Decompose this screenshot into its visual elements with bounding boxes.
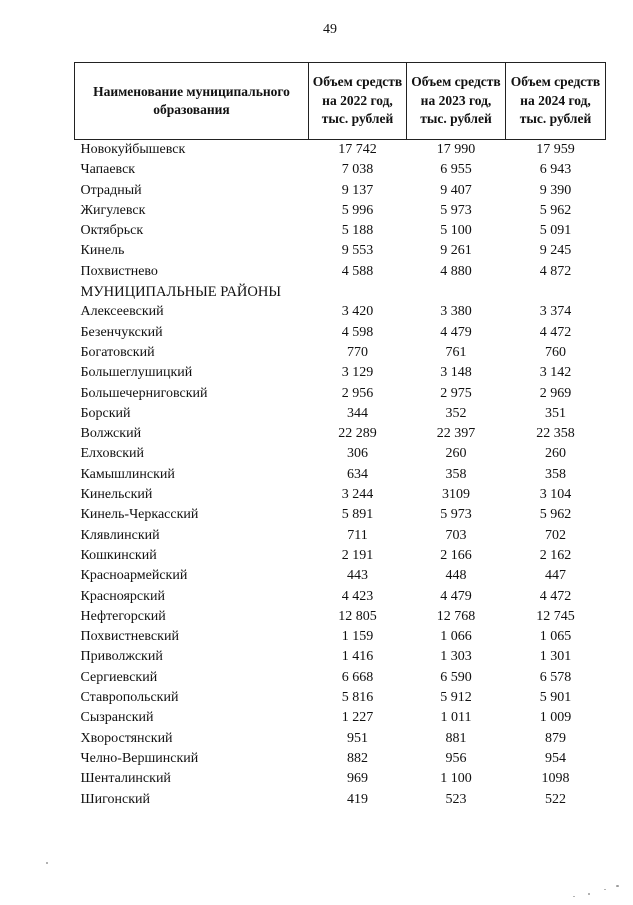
municipality-name-cell: Безенчукский [80, 324, 163, 340]
table-row [75, 444, 606, 464]
volume-2023-cell: 12 768 [436, 608, 476, 624]
municipality-name-cell: Нефтегорский [80, 608, 166, 624]
volume-2023-cell: 3 148 [440, 365, 472, 381]
volume-2024-cell: 3 374 [539, 304, 572, 320]
volume-2022-cell: 711 [347, 527, 368, 543]
table-row [75, 627, 606, 647]
volume-2022-cell: 5 816 [341, 690, 374, 706]
section-heading: МУНИЦИПАЛЬНЫЕ РАЙОНЫ [80, 284, 281, 301]
volume-2023-cell: 3 380 [440, 304, 472, 320]
volume-2022-cell: 17 742 [338, 142, 377, 157]
volume-2024-cell: 260 [545, 446, 566, 462]
table-row [75, 140, 606, 161]
volume-2024-cell: 1098 [541, 771, 570, 787]
municipality-name-cell: Кинель-Черкасский [80, 507, 199, 523]
volume-2024-cell: 3 142 [539, 365, 572, 381]
volume-2022-cell: 22 289 [338, 426, 377, 442]
volume-2024-cell: 4 472 [539, 588, 572, 604]
table-row [75, 505, 606, 525]
municipality-name-cell: Камышлинский [80, 466, 175, 482]
volume-2022-cell: 770 [347, 344, 368, 360]
table-row [75, 465, 606, 485]
volume-2022-cell: 344 [347, 405, 368, 421]
volume-2024-cell: 5 962 [539, 202, 572, 218]
municipality-name-cell: Челно-Вершинский [80, 750, 199, 766]
volume-2023-cell: 9 261 [440, 243, 472, 259]
table-row [75, 688, 606, 708]
volume-2022-cell: 1 227 [341, 710, 374, 726]
volume-2024-cell: 6 943 [539, 162, 572, 178]
volume-2024-cell: 351 [545, 405, 566, 421]
volume-2024-cell: 9 390 [539, 182, 572, 198]
volume-2023-cell: 523 [445, 791, 467, 807]
municipality-name-cell: Волжский [80, 426, 142, 442]
volume-2022-cell: 5 188 [341, 223, 374, 239]
volume-2022-cell: 6 668 [341, 669, 374, 685]
table-row [75, 262, 606, 282]
volume-2024-cell: 6 578 [539, 669, 572, 685]
volume-2024-cell: 954 [545, 750, 566, 766]
volume-2022-cell: 4 598 [341, 324, 374, 340]
table-row [75, 363, 606, 383]
volume-2023-cell: 22 397 [436, 426, 476, 442]
volume-2023-cell: 17 990 [436, 142, 476, 157]
municipality-name-cell: Клявлинский [80, 527, 160, 543]
volume-2024-cell: 22 358 [536, 426, 575, 442]
table-row [75, 566, 606, 586]
volume-2023-cell: 6 955 [440, 162, 472, 178]
municipality-name-cell: Сызранский [80, 710, 154, 726]
municipality-name-cell: Красноярский [80, 588, 165, 604]
municipality-name-cell: Кинель [80, 243, 125, 259]
volume-2023-cell: 703 [445, 527, 467, 543]
volume-2024-cell: 1 301 [539, 649, 572, 665]
volume-2022-cell: 443 [347, 568, 368, 584]
volume-2023-cell: 2 975 [440, 385, 472, 401]
volume-2022-cell: 3 129 [341, 365, 374, 381]
scan-speck [46, 862, 48, 864]
volume-2023-cell: 3109 [442, 487, 470, 503]
municipality-name-cell: Ставропольский [80, 690, 179, 706]
table-row [75, 181, 606, 201]
volume-2023-cell: 6 590 [440, 669, 472, 685]
municipality-name-cell: Кинельский [80, 487, 153, 503]
header-volume-2023: Объем средств на 2023 год, тыс. рублей [407, 63, 506, 140]
municipality-name-cell: Октябрьск [80, 223, 144, 239]
table-row [75, 607, 606, 627]
municipality-name-cell: Красноармейский [80, 568, 188, 584]
volume-2024-cell: 447 [545, 568, 566, 584]
volume-2024-cell: 1 009 [539, 710, 572, 726]
volume-2023-cell: 260 [445, 446, 467, 462]
table-row [75, 647, 606, 667]
scan-speck [616, 885, 619, 887]
volume-2023-cell: 1 100 [440, 771, 472, 787]
volume-2023-cell: 5 912 [440, 690, 472, 706]
municipality-name-cell: Хворостянский [80, 730, 173, 746]
municipality-name-cell: Новокуйбышевск [80, 142, 186, 157]
volume-2022-cell: 9 553 [341, 243, 374, 259]
table-row [75, 160, 606, 180]
volume-2024-cell: 5 091 [539, 223, 572, 239]
table-row [75, 790, 606, 810]
table-row [75, 424, 606, 444]
volume-2022-cell: 951 [347, 730, 368, 746]
table-row [75, 201, 606, 221]
header-municipality-name: Наименование муниципального образования [75, 63, 309, 140]
municipality-name-cell: Похвистнево [80, 263, 158, 279]
volume-2024-cell: 879 [545, 730, 566, 746]
volume-2023-cell: 5 100 [440, 223, 472, 239]
volume-2023-cell: 352 [445, 405, 467, 421]
volume-2022-cell: 306 [347, 446, 368, 462]
volume-2024-cell: 5 962 [539, 507, 572, 523]
municipality-name-cell: Богатовский [80, 344, 155, 360]
municipality-name-cell: Шенталинский [80, 771, 171, 787]
volume-2023-cell: 2 166 [440, 547, 472, 563]
page-number: 49 [323, 22, 337, 37]
table-header-row [75, 63, 606, 140]
volume-2022-cell: 969 [347, 771, 368, 787]
municipality-name-cell: Чапаевск [80, 162, 136, 178]
scan-speck [604, 889, 606, 890]
header-volume-2022: Объем средств на 2022 год, тыс. рублей [309, 63, 407, 140]
volume-2023-cell: 448 [445, 568, 467, 584]
volume-2022-cell: 7 038 [341, 162, 374, 178]
table-row [75, 404, 606, 424]
table-row [75, 769, 606, 789]
volume-2023-cell: 1 011 [440, 710, 472, 726]
municipality-name-cell: Кошкинский [80, 547, 157, 563]
volume-2023-cell: 761 [445, 344, 467, 360]
volume-2022-cell: 12 805 [338, 608, 377, 624]
table-row [75, 668, 606, 688]
volume-2023-cell: 4 479 [440, 324, 472, 340]
volume-2024-cell: 1 065 [539, 629, 572, 645]
table-row [75, 526, 606, 546]
table-row [75, 708, 606, 728]
section-row [75, 282, 606, 302]
scan-speck [573, 896, 575, 897]
municipality-name-cell: Отрадный [80, 182, 142, 198]
volume-2024-cell: 2 162 [539, 547, 572, 563]
volume-2023-cell: 881 [445, 730, 467, 746]
volume-2024-cell: 2 969 [539, 385, 572, 401]
municipality-name-cell: Похвистневский [80, 629, 179, 645]
table-row [75, 546, 606, 566]
scan-speck [588, 893, 590, 895]
volume-2022-cell: 5 891 [341, 507, 374, 523]
volume-2022-cell: 3 244 [341, 487, 374, 503]
volume-2023-cell: 4 479 [440, 588, 472, 604]
volume-2023-cell: 1 303 [440, 649, 472, 665]
municipality-name-cell: Большечерниговский [80, 385, 208, 401]
volume-2024-cell: 4 472 [539, 324, 572, 340]
table-row [75, 221, 606, 241]
volume-2024-cell: 358 [545, 466, 566, 482]
volume-2022-cell: 1 159 [341, 629, 374, 645]
table-row [75, 729, 606, 749]
table-row [75, 749, 606, 769]
volume-2022-cell: 5 996 [341, 202, 374, 218]
municipality-name-cell: Шигонский [80, 791, 151, 807]
municipal-funding-table [74, 62, 606, 810]
volume-2024-cell: 4 872 [539, 263, 572, 279]
volume-2024-cell: 17 959 [536, 142, 575, 157]
volume-2023-cell: 5 973 [440, 507, 472, 523]
header-volume-2024: Объем средств на 2024 год, тыс. рублей [506, 63, 606, 140]
volume-2022-cell: 9 137 [341, 182, 374, 198]
table-row [75, 587, 606, 607]
municipality-name-cell: Елховский [80, 446, 145, 462]
volume-2022-cell: 634 [347, 466, 368, 482]
table-row [75, 302, 606, 322]
volume-2023-cell: 1 066 [440, 629, 472, 645]
volume-2024-cell: 760 [545, 344, 566, 360]
volume-2022-cell: 882 [347, 750, 368, 766]
volume-2023-cell: 9 407 [440, 182, 472, 198]
volume-2022-cell: 1 416 [341, 649, 374, 665]
volume-2022-cell: 419 [347, 791, 368, 807]
table-row [75, 384, 606, 404]
volume-2023-cell: 5 973 [440, 202, 472, 218]
volume-2022-cell: 2 956 [341, 385, 374, 401]
volume-2024-cell: 702 [545, 527, 566, 543]
volume-2024-cell: 522 [545, 791, 566, 807]
volume-2022-cell: 3 420 [341, 304, 374, 320]
municipality-name-cell: Приволжский [80, 649, 163, 665]
volume-2024-cell: 5 901 [539, 690, 572, 706]
municipality-name-cell: Сергиевский [80, 669, 158, 685]
volume-2022-cell: 2 191 [341, 547, 374, 563]
volume-2024-cell: 3 104 [539, 487, 572, 503]
table-body [75, 140, 606, 810]
volume-2024-cell: 9 245 [539, 243, 572, 259]
table-row [75, 485, 606, 505]
municipality-name-cell: Большеглушицкий [80, 365, 193, 381]
municipality-name-cell: Жигулевск [80, 202, 146, 218]
table-row [75, 343, 606, 363]
volume-2023-cell: 956 [445, 750, 467, 766]
municipality-name-cell: Борский [80, 405, 131, 421]
volume-2022-cell: 4 423 [341, 588, 374, 604]
volume-2023-cell: 4 880 [440, 263, 472, 279]
table-row [75, 323, 606, 343]
table-row [75, 241, 606, 261]
volume-2024-cell: 12 745 [536, 608, 575, 624]
volume-2022-cell: 4 588 [341, 263, 374, 279]
volume-2023-cell: 358 [445, 466, 467, 482]
municipality-name-cell: Алексеевский [80, 304, 164, 320]
